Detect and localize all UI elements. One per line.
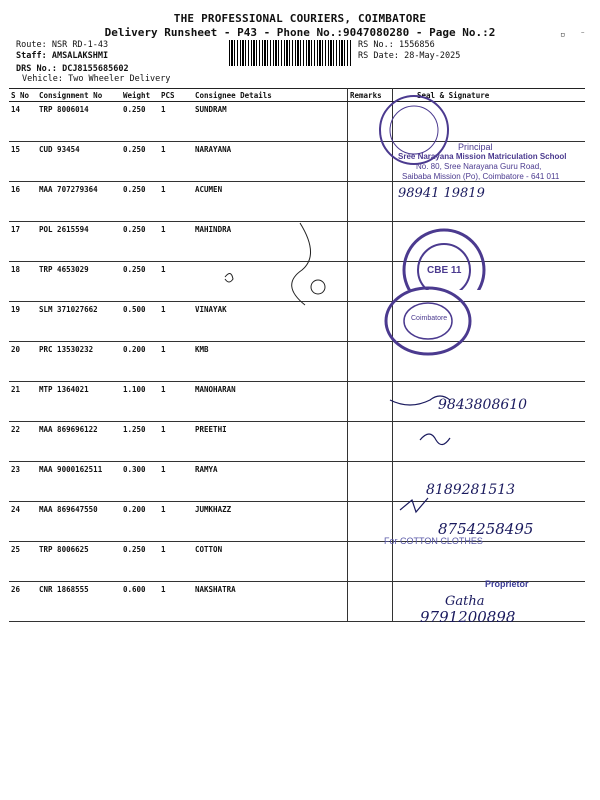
row-pcs: 1 [159, 502, 193, 542]
row-sno: 14 [9, 102, 37, 142]
row-pcs: 1 [159, 582, 193, 622]
row-consignee: PREETHI [193, 422, 348, 462]
row-pcs: 1 [159, 142, 193, 182]
row-sno: 22 [9, 422, 37, 462]
table-row [9, 542, 585, 582]
col-consignment: Consignment No [37, 89, 121, 102]
row-weight: 0.200 [121, 502, 159, 542]
row-consignment: PRC 13530232 [37, 342, 121, 382]
phone-row23: 8189281513 [426, 482, 516, 498]
corner-mark-icon: ⁻ [580, 30, 586, 40]
row-pcs: 1 [159, 342, 193, 382]
signature-row26: Gatha [445, 594, 485, 609]
row-sno: 26 [9, 582, 37, 622]
col-pcs: PCS [159, 89, 193, 102]
row-sno: 17 [9, 222, 37, 262]
row-consignee: ACUMEN [193, 182, 348, 222]
row-consignee: MAHINDRA [193, 222, 348, 262]
row-sno: 24 [9, 502, 37, 542]
row-consignment: TRP 8006014 [37, 102, 121, 142]
for-line: For COTTON CLOTHES [384, 536, 483, 546]
row-consignment: TRP 4653029 [37, 262, 121, 302]
row-consignee: NARAYANA [193, 142, 348, 182]
row-sno: 23 [9, 462, 37, 502]
row-pcs: 1 [159, 422, 193, 462]
company-title: THE PROFESSIONAL COURIERS, COIMBATORE [173, 12, 427, 25]
row-weight: 0.250 [121, 182, 159, 222]
row-weight: 0.250 [121, 142, 159, 182]
school-stamp: Principal Sree Narayana Mission Matriculation School No. 80, Sree Narayana Guru Road, Saibaba Mission (Po), Coimbatore - 641 011 [398, 142, 567, 181]
rs-number-line: RS No.: 1556856 [358, 40, 435, 50]
round-stamp-center: CBE 11 [427, 265, 462, 276]
row-consignee: NAKSHATRA [193, 582, 348, 622]
row-pcs: 1 [159, 222, 193, 262]
row-weight: 0.500 [121, 302, 159, 342]
handwritten-bracket-icon [180, 215, 330, 310]
row-consignment: MAA 869696122 [37, 422, 121, 462]
row-consignment: SLM 371027662 [37, 302, 121, 342]
row-consignment: CNR 1868555 [37, 582, 121, 622]
rs-date-line: RS Date: 28-May-2025 [358, 51, 461, 61]
col-consignee: Consignee Details [193, 89, 348, 102]
route-line: Route: NSR RD-1-43 [16, 40, 109, 50]
phone-row26: 9791200898 [420, 608, 516, 626]
vinayaka-center: Coimbatore [411, 315, 448, 322]
proprietor-label: Proprietor [485, 579, 529, 589]
drs-line: DRS No.: DCJ8155685602 [16, 64, 129, 74]
row-consignment: POL 2615594 [37, 222, 121, 262]
row-weight: 0.200 [121, 342, 159, 382]
table-row [9, 342, 585, 382]
row-pcs: 1 [159, 462, 193, 502]
row-weight: 0.250 [121, 222, 159, 262]
row-pcs: 1 [159, 302, 193, 342]
col-remarks: Remarks [348, 89, 393, 102]
row-pcs: 1 [159, 102, 193, 142]
row-consignment: MAA 869647550 [37, 502, 121, 542]
row-consignee: MANOHARAN [193, 382, 348, 422]
row-pcs: 1 [159, 262, 193, 302]
row-consignee: COTTON [193, 542, 348, 582]
row-sno: 20 [9, 342, 37, 382]
vehicle-line: Vehicle: Two Wheeler Delivery [22, 74, 171, 84]
col-weight: Weight [121, 89, 159, 102]
row-consignee: SUNDRAM [193, 102, 348, 142]
corner-mark-icon: ▫ [560, 30, 566, 40]
vinayaka-seal-icon [383, 285, 483, 365]
row-weight: 0.250 [121, 102, 159, 142]
row-sno: 18 [9, 262, 37, 302]
phone-row24: 8754258495 [438, 520, 534, 538]
row-weight: 0.600 [121, 582, 159, 622]
row-consignment: MTP 1364021 [37, 382, 121, 422]
row-pcs: 1 [159, 542, 193, 582]
row-consignee: VINAYAK [193, 302, 348, 342]
row-consignee: RAMYA [193, 462, 348, 502]
col-sno: S No [9, 89, 37, 102]
row-consignee: KMB [193, 342, 348, 382]
row-consignment: MAA 9000162511 [37, 462, 121, 502]
phone-row16: 98941 19819 [398, 186, 485, 201]
row-sno: 25 [9, 542, 37, 582]
row-weight: 1.250 [121, 422, 159, 462]
signature-scribbles-icon [380, 380, 580, 540]
row-weight: 0.300 [121, 462, 159, 502]
row-consignment: CUD 93454 [37, 142, 121, 182]
phone-row21: 9843808610 [438, 397, 528, 413]
row-remarks [348, 542, 393, 582]
row-weight: 0.250 [121, 542, 159, 582]
row-signature [393, 542, 586, 582]
row-remarks [348, 582, 393, 622]
staff-line: Staff: AMSALAKSHMI [16, 51, 109, 61]
barcode [229, 40, 351, 66]
row-consignment: TRP 8006625 [37, 542, 121, 582]
row-weight: 1.100 [121, 382, 159, 422]
mahindra-seal-icon [404, 230, 484, 290]
row-sno: 21 [9, 382, 37, 422]
row-pcs: 1 [159, 182, 193, 222]
row-consignment: MAA 707279364 [37, 182, 121, 222]
row-sno: 16 [9, 182, 37, 222]
runsheet-subtitle: Delivery Runsheet - P43 - Phone No.:9047080280 - Page No.:2 [104, 26, 496, 39]
row-sno: 19 [9, 302, 37, 342]
row-sno: 15 [9, 142, 37, 182]
row-weight: 0.250 [121, 262, 159, 302]
row-consignee: JUMKHAZZ [193, 502, 348, 542]
col-signature: Seal & Signature [393, 89, 586, 102]
row-pcs: 1 [159, 382, 193, 422]
